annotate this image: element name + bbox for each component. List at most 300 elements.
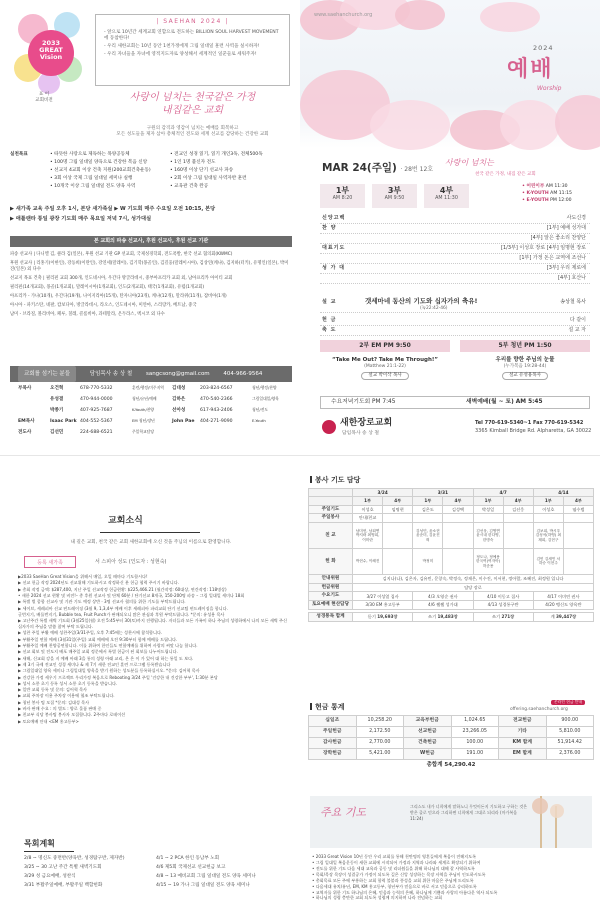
vision-caption: 표 어 교회비전: [35, 92, 53, 103]
motto-script: 사랑이 넘치는: [445, 158, 494, 167]
prayer-row-label: 헌 화: [309, 548, 353, 574]
prayer-cell: 김성민, 윤소현 윤준미, 김윤진 외: [413, 522, 443, 548]
news-item: ▶ 청년 봉사 팀 모집 *문의: 김대성 목사: [18, 699, 90, 705]
table-corner: [309, 489, 353, 497]
vision-goals-list: [96, 26, 289, 64]
prayer-topic: • 하나님의 성령 충만한 교회 되도록 성령께 의지하며 나라 전념하는 교회: [312, 895, 443, 901]
staff-name: 김하은: [172, 397, 186, 402]
prayer-cell: [443, 548, 473, 574]
date-header: 3/31: [413, 489, 473, 497]
offering-category: EM 합계: [499, 748, 547, 759]
prayer-cell: 3/30 EM 홍고등부: [353, 601, 413, 610]
news-item: ▶ 특별 별 종합 선교사 및 기관 기도 예정 상반 · 3명 선교사 협의를 위한 기도를 부탁드립니다.: [18, 599, 186, 605]
news-item: ▶ 제 3기 국제 전교인 성경 세미나 & 제 7기 새한 전교인 훈련 프로그램 등록받습니다: [18, 661, 171, 667]
prayer-cell: 이성호: [533, 505, 563, 514]
staff-phone[interactable]: 203-824-6567: [200, 386, 233, 391]
wednesday-prayer: 수요저녁기도회 PM 7:45: [331, 399, 396, 405]
prayer-cell: [503, 548, 533, 574]
prayer-cell: [503, 522, 533, 548]
prayer-cell: 임명현: [383, 505, 413, 514]
staff-header-label: 교회를 섬기는 분들: [18, 366, 76, 382]
plan-item: 3/25 ~ 30 고난 주간 특별 새벽기도회: [24, 865, 102, 871]
prayer-cell: [383, 548, 413, 574]
staff-note: K-Youth/찬양: [132, 407, 155, 412]
service-subheader: 1부: [353, 497, 383, 505]
prayer-cell: 남미헌, 남희연 박지락 최영희, 이미란: [353, 522, 383, 548]
service-3: 3부 AM 9:50: [372, 184, 417, 208]
order-label: 찬 양: [322, 225, 337, 231]
news-list: [18, 574, 288, 725]
offering-category: 전교헌금: [499, 716, 547, 727]
staff-name: Isaac Park: [50, 419, 77, 424]
order-value: 설 교 자: [568, 327, 586, 333]
em-sermon: “Take Me Out? Take Me Through!” (Matthew 21:1-22) 설교 박이삭 목사: [331, 357, 439, 378]
vision-panel: [0, 0, 300, 455]
news-item: ▶ 새해, 신교회 강을 지 예배 아래 3을 통의 성령 아래 교리, 온 은 이 가 있어 대 하는 통일 도 보다.: [18, 655, 194, 661]
prayer-topic: • 그림 일대일 복음운동이 새한 교회에 시작되어 가정과 지역과 나라와 세계로 확장되기 위하여: [312, 859, 481, 865]
plan-item: 4/15 ~ 19 가나 그림 일대일 전도 양육 세미나: [156, 883, 250, 889]
plan-item: 4/8 ~ 13 예비교회 그림 일대일 전도 양육 세미나: [156, 874, 256, 880]
order-row: [320, 244, 590, 254]
prayer-cell: [563, 548, 593, 574]
vision-goal: - 우리 자녀들을 자녀에 영적지도자로 양성해서 세계적인 일꾼들로 세워주자!: [104, 51, 257, 57]
practice-item: • 선교지 4교회 이상 건축 지원(200교회건축운동): [50, 167, 151, 173]
weekly-meetings: [10, 206, 292, 226]
prayer-cell: 김성택: [443, 505, 473, 514]
prayer-topic: • 다음세대 유치/유년, EM, KM 홍고등부, 청년부가 믿음으로 바로 서고 믿음으로 승리하도록: [312, 883, 477, 889]
staff-phone[interactable]: 404-552-5367: [80, 419, 113, 424]
worship-order-panel: [300, 0, 600, 455]
prayer-cell: [563, 522, 593, 548]
youth-service: • 어린이부 AM 11:30: [522, 184, 568, 189]
plan-column-left: [24, 856, 154, 892]
offering-total: 총합계 54,290.42: [426, 761, 476, 768]
order-value: [3부] 우리 제로에: [546, 265, 586, 271]
plan-item: 4/1 ~ 2 PCA 한인 동남부 노회: [156, 856, 220, 862]
staff-name: 박종기: [50, 408, 64, 413]
offering-amount: 900.00: [546, 716, 594, 727]
worship-title: 예배: [507, 56, 554, 82]
meeting-line: ▶ 애틀랜타 통일 광장 기도회 매주 목요일 저녁 7시, 성가대실: [10, 215, 152, 222]
prayer-cell: 김선웅: [503, 505, 533, 514]
youth-service: • E-YOUTH PM 12:00: [522, 197, 572, 203]
mission-paragraph: 필리핀(14개교회), 몽골(1개교회), 말레이시아(1개교회), 인도(2개교회), 태국(1개교회), 유럽(1개교회): [10, 285, 205, 291]
mission-paragraph: 후원 선교사 | 리홍기(이한인), 강동희(이란인), 강연세(말레이), 김기학(몽골인), 김길웅(말레이시아), 김상연(케냐), 김지하(터키), 유명인(일본), 박미진(일본) 외 다수: [10, 261, 289, 273]
prayer-cell: [473, 514, 503, 523]
sermon-row: [320, 297, 590, 313]
prayer-cell: 박현수, 이혜진: [353, 548, 383, 574]
meeting-line: ▶ 새가족 교육 주일 오후 1시, 본당 새가족실 ▶ W 기도회 매주 수요일 오전 10:15, 본당: [10, 206, 216, 212]
vision-badge: 2033 GREAT Vision: [28, 30, 74, 76]
news-item: ▶ 총회 작정 금액: $287,400, 지난 주일 선교작정 헌금현황: $225,466.21 (월간작정: 60대상, 연간작정: 118명상): [18, 586, 227, 592]
prayer-meeting-times: [320, 396, 590, 409]
church-contact: [475, 420, 591, 435]
sermon-reference: (눅22:42-46): [420, 306, 448, 311]
prayer-row-label: 친 교: [309, 522, 353, 548]
staff-directory: [10, 366, 292, 449]
prayer-cell: [443, 514, 473, 523]
offering-amount: 2,770.00: [356, 737, 404, 748]
practice-item: • 100명 그림 일대일 양육으로 건강한 복음 신앙: [50, 159, 148, 165]
order-row: [320, 254, 590, 264]
prayer-cell: 김은도: [413, 505, 443, 514]
stats-label: 성경통독 합계: [309, 612, 353, 621]
prayer-row-label: 수요기도: [309, 592, 353, 601]
prayer-row: [309, 522, 594, 548]
youth-service: • K-YOUTH AM 11:15: [522, 190, 572, 196]
prayer-row-label: 주일기도: [309, 505, 353, 514]
staff-note: 청년/전도: [252, 407, 268, 412]
order-value: [4부] 호산나: [558, 275, 586, 281]
offering-category: 주일헌금: [309, 726, 357, 737]
pastoral-plan-title: 목회계획: [24, 839, 55, 848]
prayer-row-label: 안내위원: [309, 574, 353, 583]
offering-category: 교육부헌금: [404, 716, 452, 727]
church-address: 3365 Kimball Bridge Rd. Alpharetta, GA 30022: [475, 427, 592, 434]
cover-image: [300, 0, 600, 148]
sermon-title: 갯세마네 동산의 기도와 십자가의 축유!: [365, 297, 478, 305]
order-value: [4부] 알은 좋소리 찬양단: [530, 235, 586, 241]
prayer-cell: 김지나(나), 김은자, 김유민, 문창숙, 박정숙, 정재은, 이수진, 이서현, 정아람, 조혜진, 최정원 입니다: [353, 574, 594, 583]
prayer-topics: [312, 854, 592, 901]
service-subheader: 4부: [503, 497, 533, 505]
stat-cell: 계 39,447장: [533, 612, 593, 621]
prayer-row: [309, 505, 594, 514]
staff-row: [10, 430, 292, 441]
order-row: [320, 326, 590, 336]
offering-amount: 5,421.00: [356, 748, 404, 759]
welcome-message: 내 길은 교회, 천국 같은 교회 새한교회에 오신 것을 주님의 이름으로 환영합니다.: [70, 540, 232, 545]
prayer-cell: 김보희, 박시우 김성석(하영) 최재희, 김현구: [533, 522, 563, 548]
prayer-table-dates: [309, 489, 594, 497]
prayer-cell: [563, 514, 593, 523]
pastoral-plan-underline: [24, 851, 74, 852]
staff-phone[interactable]: 678-770-5332: [80, 386, 113, 391]
staff-phone[interactable]: 470-944-0000: [80, 397, 113, 402]
offering-amount: 100.00: [451, 737, 499, 748]
new-member-badge: 등록 새가족: [24, 556, 76, 568]
prayer-row-label: 토요예배 현산담당: [309, 601, 353, 610]
bible-reading-stats: [308, 612, 594, 622]
date-header: 4/14: [533, 489, 593, 497]
sermon-preacher: 송상철 목사: [560, 299, 586, 305]
date-header: 4/7: [473, 489, 533, 497]
practice-item: • 전교인 성경 읽기, 읽기 개인3독, 전체500독: [170, 152, 263, 157]
news-item: ▶ 부활주일 연합 예배 (3월31일(주일) 교회 예배에 오전 9:30부터 함께 예배를 드립니다.: [18, 636, 178, 642]
staff-name: 선아성: [172, 408, 186, 413]
offering-category: 십일조: [309, 716, 357, 727]
service-subheader: 1부: [473, 497, 503, 505]
mission-paragraph: 아시아 - 파키스탄, 네팔, 캄보디아, 방글라데시, 라오스, 인도네시아, 미얀마, 스리랑카, 베트남, 중국: [10, 303, 197, 309]
offering-url[interactable]: offering.saehanchurch.org: [510, 707, 568, 712]
practice-item: • 따뜻한 사랑으로 제독하는 목양공동체: [50, 152, 130, 157]
prayer-card-heading: 주요 기도: [320, 806, 367, 819]
prayer-cell: 4/6 쌤쌤 성가대: [413, 601, 473, 610]
offering-row: [309, 748, 594, 759]
mission-paragraph: 파송 선교사 | 다니엘 김, 클라 김(일본), 후원 선교 기관 GP 선교회, 국제성경학회, 전도폭발, 한국 선교 협의회(KWMC): [10, 252, 233, 257]
staff-phone[interactable]: 404-271-9090: [200, 419, 233, 424]
order-label: 신앙고백: [322, 215, 346, 221]
staff-rows: [10, 386, 292, 441]
vision-goals-box: [95, 14, 290, 86]
sermon-label: 설 교: [322, 299, 337, 305]
saehan-2024-tag: | SAEHAN 2024 |: [156, 18, 229, 25]
practice-item: • 2회 이상 그림 일대일 사역자반 훈련: [170, 175, 247, 181]
news-item: 글번지기, 배를번지기, Bubble tea, Fruit Punch가 판매되오니 많은 관심과 후원 부탁드립니다. *문의: 유성용 목사: [18, 611, 225, 617]
prayer-row-label: 주일봉사: [309, 514, 353, 523]
church-pastor: 담임목사 송 상 철: [342, 431, 380, 436]
offering-category: 건축헌금: [404, 737, 452, 748]
mission-paragraph: 아프리카 - 가나(10개), 우간다(19개), 나이지리아(15개), 탄자니아(23개), 케냐(12개), 말라위(11개), 잠비아(1개): [10, 294, 227, 300]
offering-amount: 1,024.65: [451, 716, 499, 727]
news-item: ▶ 건강한 가정 세우기 프로젝트 우리가정 복음으로 Rebooting 3/24 주일 '건강한 내 건강한 부부', 1:30분 본당: [18, 674, 218, 680]
news-item: ▶ 일반 교회 등록 및 문의: 김어혁 목사: [18, 687, 87, 693]
news-item: ▶ 세이브, 세레피아 선교 펀드레이징 (3월 9, 1,3,4부 예배 이후 세레피아 파리교회 단기 선교팀 펀드레이징을 합니다.: [18, 605, 228, 611]
order-value: [1부] 예배 성가대: [546, 225, 586, 231]
news-item: ▶2033 SaeHan Great Vision을 위해서 매일, 오일 때마다 기도합시다!: [18, 574, 148, 579]
closing-order: [320, 316, 590, 336]
prayer-cell: 담당 장로: [353, 583, 594, 592]
order-value: 다 같이: [569, 317, 586, 323]
stat-cell: 쓰기 271장: [473, 612, 533, 621]
prayer-cell: 4/10 이동고 집사: [473, 592, 533, 601]
prayer-row: [309, 583, 594, 592]
senior-pastor: 담임목사 송 상 철: [89, 371, 133, 377]
online-offering-tag: 온라인 헌금 안내: [551, 700, 585, 705]
new-member-name: 서 스피아 성도 (인도자 : 성현숙): [95, 559, 167, 565]
staff-note: 훈련/행정/미주지역: [132, 385, 164, 390]
service-subheader: 1부: [413, 497, 443, 505]
practice-item: • 160명 이상 단기 선교사 파송: [170, 167, 234, 173]
motto-sub: 천국 같은 가정, 내집 같은 교회: [475, 172, 536, 177]
offering-category: 기타: [499, 726, 547, 737]
order-row: [320, 214, 590, 224]
news-item: ▶ 부활주일 예배 찬양공연합니다. 이를 위하여 한인들도 연합예배를 위하여 사랑의 씨앗 나눔 합니다.: [18, 642, 198, 648]
mission-section-header: 본 교회의 파송 선교사, 후원 선교사, 후원 선교 기관: [10, 236, 292, 247]
offering-row: [309, 726, 594, 737]
order-value: 사도신경: [566, 215, 586, 221]
staff-name: John Pae: [172, 419, 195, 424]
order-row: [320, 264, 590, 274]
prayer-cell: 정도나, 정예용 한국여(여자아) 허준용: [473, 548, 503, 574]
prayer-cell: 김선웅, 김영연 윤시내 한다영, 한명숙: [473, 522, 503, 548]
prayer-cell: 3/27 이성열 집사: [353, 592, 413, 601]
order-label: 축 도: [322, 327, 337, 333]
pastor-phone[interactable]: 404-966-9564: [223, 371, 263, 377]
staff-header: [10, 366, 292, 382]
prayer-duty-table: [308, 488, 594, 622]
prayer-row: [309, 601, 594, 610]
offering-category: 선교헌금: [404, 726, 452, 737]
church-phone-fax: Tel 770-619-5340~1 Fax 770-619-5342: [475, 420, 584, 426]
staff-phone[interactable]: 224-688-6521: [80, 430, 113, 435]
order-row: [320, 234, 590, 244]
practice-item: • 10개국 이상 그림 일대일 전도 양육 사역: [50, 183, 136, 189]
prayer-row: [309, 574, 594, 583]
prayer-topic: • 목회/목장 목장이 성결공가 가정이 되도록 깊은 신앙 성장하는 목장 사역을 주님이 인도하시도록: [312, 871, 486, 877]
offering-row: [309, 737, 594, 748]
plan-item: 3/31 부활주일예배, 부활주일 백합헌화: [24, 883, 103, 889]
news-item: ▶ 그림일대일 양육 세미나 그림일대일 양육을 받기 원하는 성도분들 등록하십시오. *문의: 김어혁 목사: [18, 668, 200, 674]
staff-note: 주일학교담당: [132, 429, 155, 434]
site-url[interactable]: www.saehanchurch.org: [314, 12, 373, 18]
staff-name: 김대성: [172, 386, 186, 391]
plan-item: 4/6 제5회 국제선교 선교헌금 보고: [156, 865, 226, 871]
church-name: 새한장로교회: [340, 418, 393, 428]
news-item: ▶ 교회 주차장 이용 주차장 이용에 협조 부탁드립니다.: [18, 693, 115, 699]
prayer-cell: 염수범: [563, 505, 593, 514]
mission-paragraph: 남미 - 브라질, 볼리비아, 페루, 칠레, 콜롬비아, 과테말라, 온두라스, 멕시코 외 다수: [10, 312, 165, 318]
staff-name: 유성결: [50, 397, 64, 402]
em-service-time: 2부 EM PM 9:50: [320, 340, 450, 352]
prayer-cell: 4/13 성경통구반: [473, 601, 533, 610]
service-1: 1부 AM 8:20: [320, 184, 365, 208]
offering-amount: 2,172.50: [356, 726, 404, 737]
prayer-cell: [383, 522, 413, 548]
plan-column-right: [156, 856, 286, 892]
offering-category: 감사헌금: [309, 737, 357, 748]
service-date: MAR 24(주일) · 28번 12호: [322, 162, 434, 174]
offering-amount: 10,258.20: [356, 716, 404, 727]
date-header: 3/24: [353, 489, 413, 497]
offering-amount: 191.00: [451, 748, 499, 759]
prayer-topic: • 2033 Great Vision 10년 동안 우리 교회를 통해 천만명의 영혼들에게 복음이 전해지도록: [312, 854, 477, 859]
news-item: ▶ 고난주간 특별 새벽 기도회 (3월25일(월) 오전 5:45부터 30(토)까지 진행됩니다. 자녀들과 모든 가족이 하나 주님의 성령하에서 나의 모든 새벽 주신 십자가의 주님을 말씀 참여 부탁 드립니다.: [18, 618, 287, 629]
prayer-cell: 이성호: [353, 505, 383, 514]
staff-phone[interactable]: 407-925-7687: [80, 408, 113, 413]
table-corner: [309, 497, 353, 505]
service-4: 4부 AM 11:30: [424, 184, 469, 208]
staff-phone[interactable]: 470-540-2366: [200, 397, 233, 402]
prayer-topic: • 교역자를 위한 기도 하나님의 은혜, 믿음과 능력의 은혜, 하나님께 기쁨과 사랑의 아름다운 역사 되도록: [312, 889, 498, 895]
prayer-table-subheader: [309, 497, 594, 505]
motto-script: 사랑이 넘치는 천국같은 가정 내집같은 교회: [129, 92, 256, 116]
news-item: ▶ 선교 헌금 작정 2024년도 선교위해 기도하시고 작정하신 분 헌금 협력 주시기 바랍니다.: [18, 580, 179, 586]
prayer-cell: [383, 514, 413, 523]
stat-cell: 쓰기 19,483장: [413, 612, 473, 621]
staff-name: 오건혁: [50, 386, 64, 391]
news-item: ▶ 성서 소풍 초기 등록 성서 소풍 초기 등록을 받습니다.: [18, 680, 118, 686]
vision-goal: - 우리 새한교회는 10년 동안 1천가정에게 그림 일대일 훈련 사역을 실시하자!: [104, 43, 260, 49]
offering-category: 장학헌금: [309, 748, 357, 759]
worship-script: Worship: [537, 85, 562, 92]
news-item: ▶ 토요예배 안내 <EM 홍고등부>: [18, 718, 79, 724]
practice-label: 실천목표: [10, 152, 28, 157]
practice-item: • 3회 이상 국제 그림 일대일 세미나 실행: [50, 175, 133, 181]
year-label: 2024: [533, 44, 554, 52]
staff-note: 청년/유년/예배: [132, 396, 157, 401]
order-label: 성 가 대: [322, 265, 345, 271]
dawn-service: 새벽예배(월 ~ 토) AM 5:45: [466, 399, 543, 405]
news-item: ▶ 선교 회보 및 전도지 배포 매주일 교회 정문에서 특별 헌금이 된 회보를 나누어드립니다.: [18, 649, 178, 655]
prayer-cell: 안내/친교: [353, 514, 383, 523]
news-item: ▶ 친교부 식당 봉사팀 봉사자 모집합니다. 2주마다 로테이션: [18, 712, 126, 718]
prayer-topic: • 전도를 위한 기도 다음 세대 교육과 공동 및 리더쉽들을 위해 하나님의 대해 잘 사역하도록: [312, 865, 475, 871]
prayer-cell: [413, 514, 443, 523]
offering-amount: 2,376.00: [546, 748, 594, 759]
news-item: ▶ 바자 판매 수요 : 의 별도 : 양로 물품 판매 중: [18, 706, 102, 712]
prayer-cell: [533, 514, 563, 523]
prayer-duty-title: 봉사 기도 담당: [310, 476, 360, 485]
mission-list: [10, 252, 292, 321]
staff-phone[interactable]: 617-943-2406: [200, 408, 233, 413]
practice-item: • 교육관 건축 완공: [170, 183, 209, 189]
order-row: [320, 274, 590, 284]
prayer-cell: 김민 김새인 서하승 이현주: [533, 548, 563, 574]
offering-amount: 5,810.00: [546, 726, 594, 737]
prayer-cell: [503, 514, 533, 523]
pastoral-plan: [14, 829, 286, 907]
service-subheader: 1부: [533, 497, 563, 505]
stat-cell: 듣기 19,693장: [353, 612, 413, 621]
service-subheader: 4부: [443, 497, 473, 505]
prayer-cell: 박정미: [413, 548, 443, 574]
service-offering-panel: [300, 456, 600, 911]
prayer-row-label: 헌금위원: [309, 583, 353, 592]
pastor-email-link[interactable]: sangcsong@gmail.com: [145, 371, 210, 377]
prayer-cell: 박성일: [473, 505, 503, 514]
youth-service-time: 5부 청년 PM 1:50: [460, 340, 590, 352]
staff-note: 그림일대일/양육: [252, 396, 279, 401]
prayer-row: [309, 592, 594, 601]
offering-amount: 23,266.05: [451, 726, 499, 737]
staff-note: 청년/행정/찬양: [252, 385, 277, 390]
news-item: • 새한 2024 선교 현황 및 비전!– 총 후원 선교사 및 단체 60분 / 단기선교 8개국, 150-200명 파송 – 그림 일대일 세미나 18회: [18, 592, 245, 598]
offering-category: W헌금: [404, 748, 452, 759]
youth-sermon: 우리를 향한 주님의 눈물 (누가복음 19:28-44) 설교 유성용목사: [495, 357, 555, 378]
practice-item: • 1인 1명 불신자 전도: [170, 159, 216, 165]
church-news-panel: [0, 456, 300, 911]
order-label: 헌 금: [322, 317, 337, 323]
offering-category: KM 합계: [499, 737, 547, 748]
service-subheader: 4부: [383, 497, 413, 505]
offering-table: [308, 715, 594, 769]
practice-column-left: [50, 152, 165, 192]
news-title: 교회소식: [108, 516, 143, 526]
staff-role: 전도사: [18, 430, 32, 435]
offering-title: 현금 통계: [310, 703, 345, 712]
prayer-scripture-card: [310, 796, 592, 848]
order-value: [1부] 가정 돈은 교역에 조선나: [519, 255, 586, 261]
vision-goal: - 앞으로 10년간 세계교회 연합으로 전도하는 BILLION SOUL HARVEST MOVEMENT에 동참한다!: [104, 29, 279, 41]
staff-note: EM 청년/장년: [132, 418, 155, 423]
order-of-worship: [320, 214, 590, 284]
prayer-card-verse: 그리스도 내가 너희에게 말하노니 무엇이든지 기도하고 구하는 것은 받은 줄로 믿으라 그리하면 너희에게 그대로 되리라 (마가복음 11:24): [410, 804, 528, 821]
service-times: [320, 184, 520, 208]
order-row: [320, 316, 590, 326]
plan-item: 2/8 ~ 명신도 중면반(양육반, 성경탐구반, 제자반): [24, 856, 125, 862]
staff-note: E-Youth: [252, 418, 266, 423]
order-label: 대표기도: [322, 245, 346, 251]
staff-name: 김선민: [50, 430, 64, 435]
practice-column-right: [170, 152, 292, 192]
prayer-cell: 4/3 오영순 권사: [413, 592, 473, 601]
order-value: [1/3부] 이성호 장로 [4부] 임명현 장로: [501, 245, 586, 251]
prayer-row: [309, 514, 594, 523]
news-title-underline: [100, 532, 200, 533]
service-subheader: 4부: [563, 497, 593, 505]
offering-amount: 51,914.42: [546, 737, 594, 748]
youth-services: [522, 184, 592, 205]
church-logo-icon: [322, 420, 336, 434]
plan-item: 3/29 성 금요예배, 성찬식: [24, 874, 76, 880]
prayer-topic: • 총회목표 모든 주에 부흥하는 교회 합력 불붙과 풍성을 교회 위한 마음은 주님께 드리도록: [312, 877, 474, 883]
prayer-row: [309, 548, 594, 574]
staff-role: 부목사: [18, 386, 32, 391]
offering-row: [309, 716, 594, 727]
prayer-cell: 4/20 맹신도 양육반: [533, 601, 593, 610]
church-mission-statement: 구원의 감격과 영감이 넘치는 예배를 회복하고 모든 성도들을 제자 삼아 총체적인 전도와 세계 선교를 감당하는 건강한 교회: [116, 126, 269, 137]
